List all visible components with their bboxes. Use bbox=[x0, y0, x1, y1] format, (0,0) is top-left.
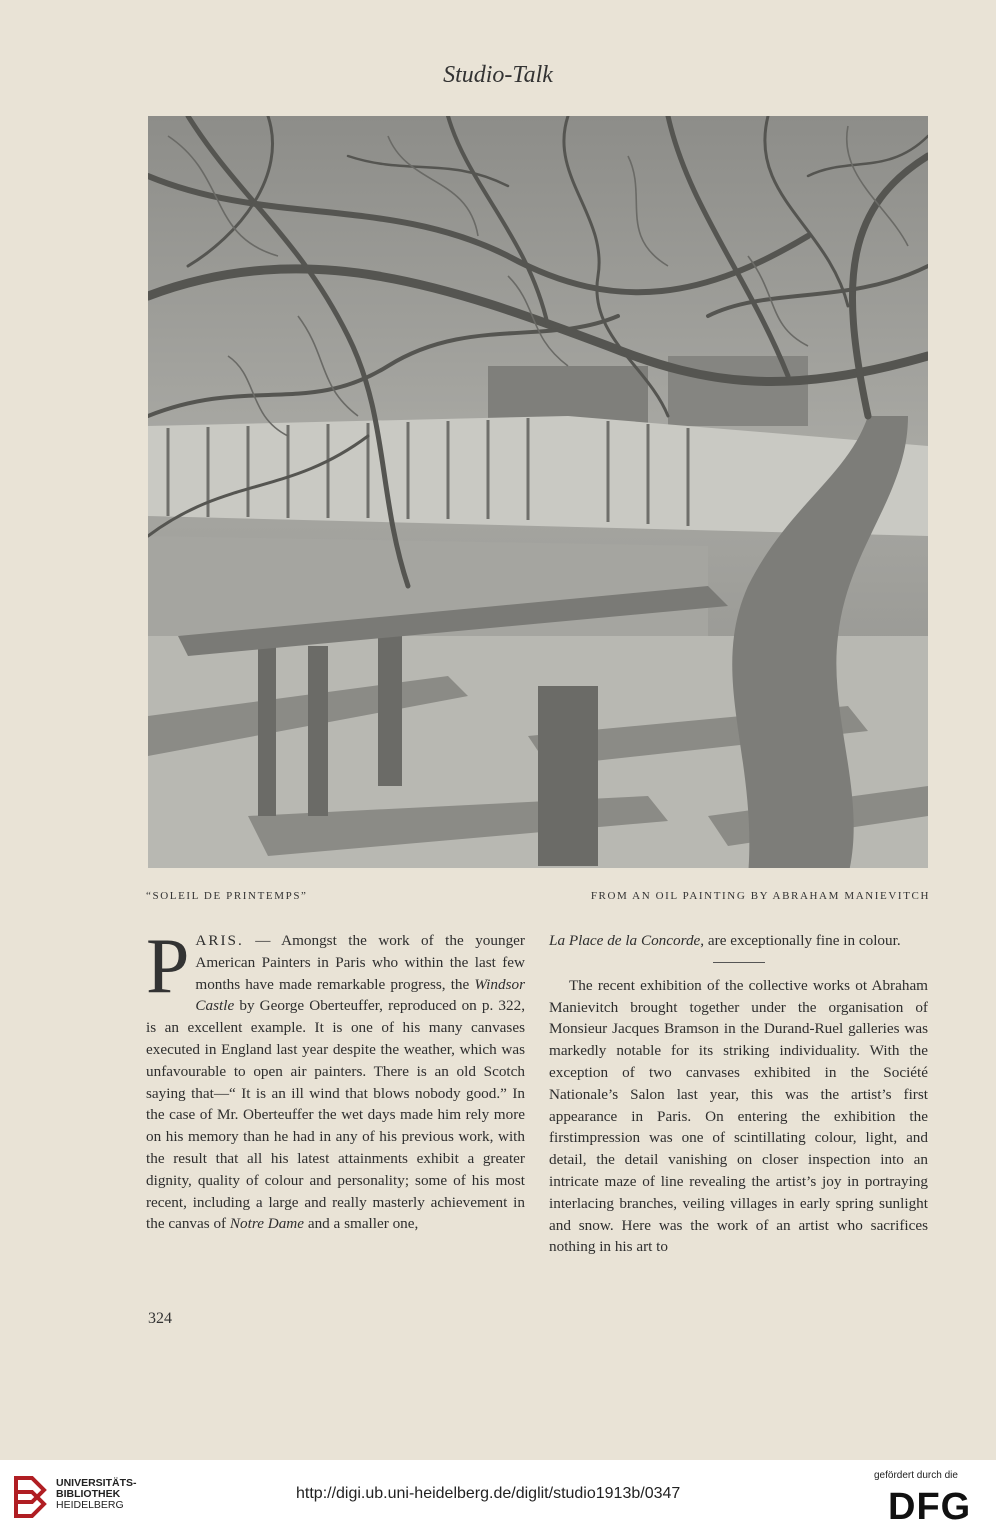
painting-image bbox=[148, 116, 928, 868]
painting-title: La Place de la Concorde bbox=[549, 932, 701, 949]
article-paragraph-1-continued bbox=[549, 930, 928, 952]
section-divider bbox=[713, 962, 765, 963]
paragraph-text: — Amongst the work of the younger American Painters in Paris who within the last few months have made remarkable progress, the bbox=[195, 932, 525, 993]
paragraph-text: and a smaller one, bbox=[304, 1215, 419, 1233]
painting-title: Notre Dame bbox=[229, 1215, 305, 1233]
lead-word: ARIS. bbox=[195, 932, 244, 949]
plate-caption-credit: FROM AN OIL PAINTING BY ABRAHAM MANIEVITCH bbox=[590, 890, 930, 902]
funding-note: gefördert durch die bbox=[874, 1470, 958, 1481]
page-number: 324 bbox=[148, 1310, 172, 1327]
paragraph-text: The recent exhibition of the collective works ot Abraham Manievitch brought together under the organisation of Monsieur Jacques Bramson in the Durand-Ruel galleries was markedly notable for its striking individuality. With the exception of two canvases exhibited in the Société Nationale’s Salon last year, this was the artist’s first appearance in Paris. On entering the exhibition the firstimpression was one of scintillating colour, light, and detail, the detail vanishing on closer inspection into an intricate maze of line revealing the artist’s joy in portraying interlacing branches, veiling villages in early spring sunlight and snow. Here was the work of an artist who sacrifices nothing in his art to bbox=[549, 976, 928, 1256]
university-name bbox=[56, 1478, 137, 1511]
paragraph-text: , are exceptionally fine in colour. bbox=[700, 932, 901, 949]
drop-cap: P bbox=[146, 922, 190, 1009]
digitization-footer bbox=[0, 1460, 996, 1536]
painting-plate bbox=[148, 116, 928, 868]
article-column-right bbox=[549, 930, 928, 1258]
plate-caption-title: “SOLEIL DE PRINTEMPS” bbox=[146, 890, 308, 902]
university-name-line: UNIVERSITÄTS- bbox=[56, 1477, 137, 1489]
dfg-logo: DFG bbox=[888, 1486, 972, 1528]
university-name-line: BIBLIOTHEK bbox=[56, 1488, 121, 1500]
paragraph-text: by George Oberteuffer, reproduced on p. 322, is an excellent example. It is one of his many canvases executed in England last year despite the weather, which was unfavourable to open air painters. There is an old Scotch saying that—“ It is an ill wind that blows nobody good.” In the case of Mr. Oberteuffer the wet days made him rely more on his memory than he had in any of his previous work, with the result that all his latest attainments exhibit a greater dignity, quality of colour and personality; some of his most recent, including a large and really masterly achievement in the canvas of bbox=[146, 997, 525, 1233]
painting-title: Windsor Castle bbox=[195, 975, 525, 1015]
article-paragraph-2 bbox=[549, 975, 928, 1258]
permalink[interactable]: http://digi.ub.uni-heidelberg.de/diglit/studio1913b/0347 bbox=[296, 1485, 681, 1502]
university-logo-icon bbox=[12, 1474, 48, 1520]
university-name-line: HEIDELBERG bbox=[56, 1499, 124, 1511]
article-paragraph-1 bbox=[146, 922, 525, 1235]
article-column-left bbox=[146, 922, 525, 1235]
running-head: Studio-Talk bbox=[443, 62, 553, 88]
